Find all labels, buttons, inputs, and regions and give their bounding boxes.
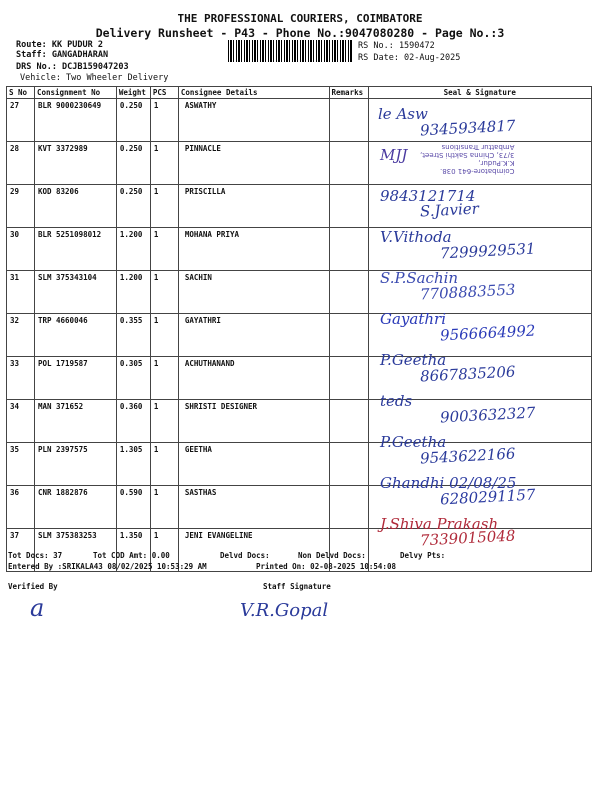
remarks-cell <box>329 142 368 185</box>
consignee-cell: SACHIN <box>178 271 329 314</box>
remarks-cell <box>329 185 368 228</box>
sno-cell: 31 <box>7 271 35 314</box>
weight-cell: 0.305 <box>116 357 150 400</box>
stamp-line: K.K.Pudur, <box>478 159 515 167</box>
remarks-cell <box>329 314 368 357</box>
weight-cell: 0.590 <box>116 486 150 529</box>
remarks-cell <box>329 99 368 142</box>
weight-cell: 0.355 <box>116 314 150 357</box>
printed-on: Printed On: 02-08-2025 10:54:08 <box>256 562 396 571</box>
consignee-cell: SHRISTI DESIGNER <box>178 400 329 443</box>
sno-cell: 37 <box>7 529 35 572</box>
consignment-cell: PLN 2397575 <box>34 443 116 486</box>
weight-cell: 0.250 <box>116 142 150 185</box>
remarks-cell <box>329 228 368 271</box>
weight-cell: 0.360 <box>116 400 150 443</box>
signature-line-2: 7708883553 <box>419 280 516 304</box>
company-title: THE PROFESSIONAL COURIERS, COIMBATORE <box>177 12 423 25</box>
weight-cell: 1.350 <box>116 529 150 572</box>
remarks-cell <box>329 443 368 486</box>
pcs-cell: 1 <box>150 486 178 529</box>
pcs-cell: 1 <box>150 99 178 142</box>
staff-signature-label: Staff Signature <box>263 582 331 591</box>
table-row <box>7 185 592 228</box>
weight-cell: 1.200 <box>116 271 150 314</box>
pcs-cell: 1 <box>150 400 178 443</box>
signature-line-1: 9843121714 <box>380 187 476 205</box>
col-consignee: Consignee Details <box>178 87 329 99</box>
signature-line-1: J.Shiva Prakash <box>380 515 499 533</box>
sno-cell: 27 <box>7 99 35 142</box>
signature-line-2: 6280291157 <box>439 485 536 509</box>
weight-cell: 0.250 <box>116 99 150 142</box>
consignment-cell: BLR 5251098012 <box>34 228 116 271</box>
drs-number: DRS No.: DCJB159047203 <box>16 62 129 72</box>
pcs-cell: 1 <box>150 357 178 400</box>
remarks-cell <box>329 486 368 529</box>
staff: Staff: GANGADHARAN <box>16 50 109 60</box>
runsheet-subtitle: Delivery Runsheet - P43 - Phone No.:9047080280 - Page No.:3 <box>95 26 505 40</box>
col-consignment: Consignment No <box>34 87 116 99</box>
verified-by-label: Verified By <box>8 582 58 591</box>
stamp-line: Coimbatore-641 038. <box>440 167 515 175</box>
sno-cell: 35 <box>7 443 35 486</box>
stamp-line: 3/73, Chinna Sakthi Street, <box>420 151 515 159</box>
rs-number: RS No.: 1590472 <box>358 41 435 51</box>
col-pcs: PCS <box>150 87 178 99</box>
table-header <box>7 87 592 99</box>
consignment-cell: KOD 83206 <box>34 185 116 228</box>
sno-cell: 32 <box>7 314 35 357</box>
consignee-cell: MOHANA PRIYA <box>178 228 329 271</box>
tot-cod-amt: Tot COD Amt: 0.00 <box>93 551 170 560</box>
signature-line-1: P.Geetha <box>380 433 447 451</box>
col-sno: S No <box>7 87 35 99</box>
consignment-cell: SLM 375383253 <box>34 529 116 572</box>
signature-line-1: Gayathri <box>380 310 446 328</box>
signature-line-1: V.Vithoda <box>380 228 452 246</box>
consignee-cell: PINNACLE <box>178 142 329 185</box>
consignment-cell: TRP 4660046 <box>34 314 116 357</box>
consignment-cell: BLR 9000230649 <box>34 99 116 142</box>
consignee-cell: GEETHA <box>178 443 329 486</box>
sno-cell: 28 <box>7 142 35 185</box>
rs-date: RS Date: 02-Aug-2025 <box>358 53 461 63</box>
pcs-cell: 1 <box>150 271 178 314</box>
signature-line-2: 9543622166 <box>419 444 516 468</box>
remarks-cell <box>329 357 368 400</box>
pcs-cell: 1 <box>150 443 178 486</box>
pcs-cell: 1 <box>150 529 178 572</box>
col-signature: Seal & Signature <box>368 87 592 99</box>
pcs-cell: 1 <box>150 185 178 228</box>
delvd-docs: Delvd Docs: <box>220 551 270 560</box>
consignee-cell: PRISCILLA <box>178 185 329 228</box>
sno-cell: 29 <box>7 185 35 228</box>
tot-docs: Tot Docs: 37 <box>8 551 63 560</box>
vehicle: Vehicle: Two Wheeler Delivery <box>20 73 169 83</box>
consignee-cell: SASTHAS <box>178 486 329 529</box>
signature-line-1: MJJ <box>380 146 408 164</box>
weight-cell: 1.200 <box>116 228 150 271</box>
signature-line-2: 9566664992 <box>439 321 536 345</box>
consignment-cell: SLM 375343104 <box>34 271 116 314</box>
sno-cell: 36 <box>7 486 35 529</box>
consignment-cell: POL 1719587 <box>34 357 116 400</box>
sno-cell: 33 <box>7 357 35 400</box>
stamp-line: Ambattur Transitions <box>441 143 515 151</box>
entered-by: Entered By :SRIKALA43 08/02/2025 10:53:29 AM <box>8 562 207 571</box>
pcs-cell: 1 <box>150 228 178 271</box>
consignee-cell: JENI EVANGELINE <box>178 529 329 572</box>
consignment-cell: CNR 1882876 <box>34 486 116 529</box>
signature-line-1: P.Geetha <box>380 351 447 369</box>
consignment-cell: MAN 371652 <box>34 400 116 443</box>
signature-line-2: 8667835206 <box>419 362 516 386</box>
weight-cell: 1.305 <box>116 443 150 486</box>
route: Route: KK PUDUR 2 <box>16 40 103 50</box>
signature-line-2: S.Javier <box>419 199 480 221</box>
staff-signature: V.R.Gopal <box>240 600 329 621</box>
signature-line-2: 7299929531 <box>439 239 536 263</box>
pcs-cell: 1 <box>150 314 178 357</box>
delvy-pts: Delvy Pts: <box>400 551 446 560</box>
verified-signature: a <box>30 594 45 622</box>
weight-cell: 0.250 <box>116 185 150 228</box>
delivery-stamp <box>420 143 514 175</box>
non-delvd-docs: Non Delvd Docs: <box>298 551 366 560</box>
remarks-cell <box>329 271 368 314</box>
consignee-cell: ACHUTHANAND <box>178 357 329 400</box>
barcode <box>228 40 353 62</box>
remarks-cell <box>329 400 368 443</box>
consignment-cell: KVT 3372989 <box>34 142 116 185</box>
col-remarks: Remarks <box>329 87 368 99</box>
signature-line-1: teds <box>380 392 413 410</box>
signature-line-2: 9003632327 <box>439 403 536 427</box>
signature-line-1: le Asw <box>378 105 428 123</box>
consignee-cell: ASWATHY <box>178 99 329 142</box>
col-weight: Weight <box>116 87 150 99</box>
consignee-cell: GAYATHRI <box>178 314 329 357</box>
sno-cell: 30 <box>7 228 35 271</box>
sno-cell: 34 <box>7 400 35 443</box>
signature-line-1: S.P.Sachin <box>380 269 459 287</box>
signature-line-2: 9345934817 <box>419 116 516 140</box>
signature-line-2: 7339015048 <box>419 526 516 550</box>
signature-line-1: Ghandhi 02/08/25 <box>380 474 517 492</box>
pcs-cell: 1 <box>150 142 178 185</box>
